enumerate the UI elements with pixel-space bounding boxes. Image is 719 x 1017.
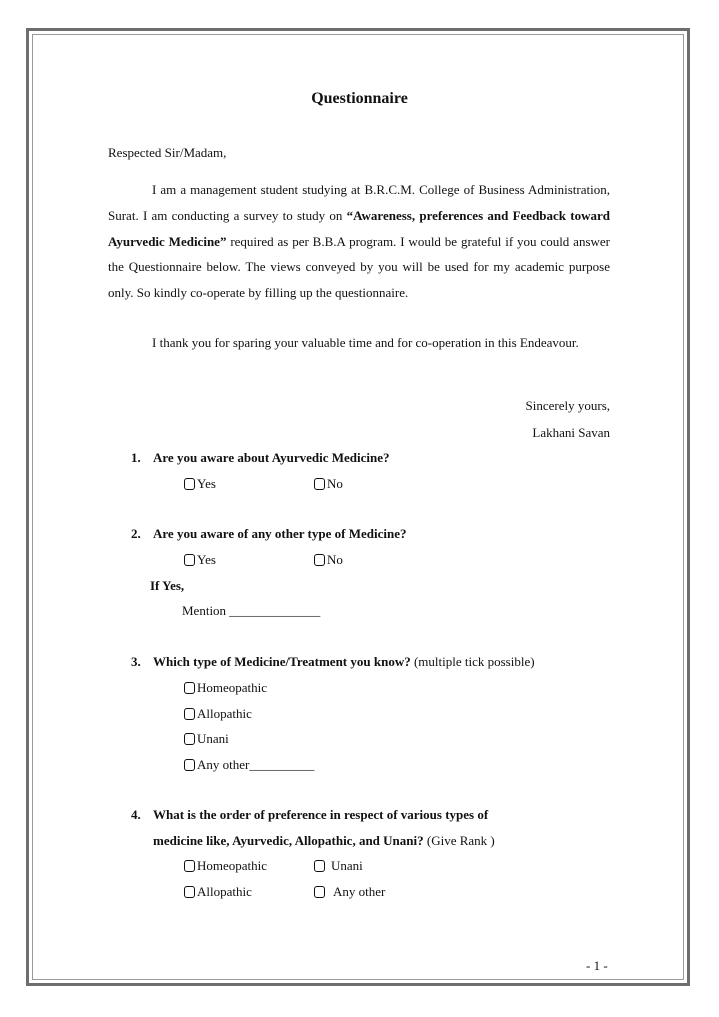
question-4-text-line2: medicine like, Ayurvedic, Allopathic, and Unani? bbox=[153, 833, 424, 848]
option-label: Any other bbox=[333, 884, 386, 899]
question-2-text: Are you aware of any other type of Medicine? bbox=[153, 526, 407, 541]
q3-option-allopathic[interactable] bbox=[184, 706, 252, 722]
if-yes-label: If Yes, bbox=[150, 578, 185, 593]
survey-topic: “Awareness, preferences and Feedback toward Ayurvedic Medicine” bbox=[108, 207, 610, 249]
option-label: Homeopathic bbox=[197, 858, 268, 873]
question-3-number: 3. bbox=[131, 654, 141, 669]
option-label: Allopathic bbox=[197, 884, 252, 899]
q4-option-any-other[interactable] bbox=[314, 884, 385, 900]
option-label: Yes bbox=[197, 476, 216, 491]
option-label: Homeopathic bbox=[197, 680, 268, 695]
author-name: Lakhani Savan bbox=[532, 425, 610, 440]
checkbox-icon[interactable] bbox=[314, 860, 325, 872]
option-label: No bbox=[327, 476, 343, 491]
checkbox-icon[interactable] bbox=[184, 478, 195, 490]
q3-option-homeopathic[interactable] bbox=[184, 680, 267, 696]
salutation: Respected Sir/Madam, bbox=[108, 145, 227, 160]
option-label: Yes bbox=[197, 552, 216, 567]
option-label: No bbox=[327, 552, 343, 567]
checkbox-icon[interactable] bbox=[184, 886, 195, 898]
question-2-number: 2. bbox=[131, 526, 141, 541]
checkbox-icon[interactable] bbox=[184, 759, 195, 771]
q2-option-no[interactable] bbox=[314, 552, 343, 568]
question-4-text-line1: What is the order of preference in respect of various types of bbox=[153, 807, 489, 822]
intro-text-2: required as per B.B.A program. I would be grateful if you could answer the Questionnaire below. The views conveyed by you will be used for my academic purpose only. So kindly co-operate by filling up the questionnaire. bbox=[108, 233, 611, 301]
question-1 bbox=[131, 450, 390, 466]
thanks-paragraph bbox=[108, 330, 610, 356]
q4-option-allopathic[interactable] bbox=[184, 884, 252, 900]
option-label: Allopathic bbox=[197, 706, 252, 721]
question-3-note: (multiple tick possible) bbox=[413, 654, 535, 669]
mention-field[interactable]: Mention ______________ bbox=[182, 603, 321, 618]
checkbox-icon[interactable] bbox=[184, 554, 195, 566]
q4-option-homeopathic[interactable] bbox=[184, 858, 267, 874]
page-number: - 1 - bbox=[586, 958, 608, 973]
checkbox-icon[interactable] bbox=[314, 886, 325, 898]
q1-option-no[interactable] bbox=[314, 476, 343, 492]
question-4 bbox=[131, 807, 488, 823]
sign-off: Sincerely yours, bbox=[525, 398, 610, 413]
q3-option-any-other[interactable] bbox=[184, 757, 314, 773]
q4-option-unani[interactable] bbox=[314, 858, 363, 874]
q3-option-unani[interactable] bbox=[184, 731, 229, 747]
question-4-line2 bbox=[153, 833, 495, 849]
intro-text-1: I am a management student studying at B.R.C.M. College of Business Administration, Surat. I am conducting a survey to study on bbox=[108, 182, 610, 223]
option-label: Unani bbox=[197, 731, 229, 746]
checkbox-icon[interactable] bbox=[184, 682, 195, 694]
question-2 bbox=[131, 526, 406, 542]
checkbox-icon[interactable] bbox=[184, 860, 195, 872]
checkbox-icon[interactable] bbox=[184, 733, 195, 745]
question-1-text: Are you aware about Ayurvedic Medicine? bbox=[153, 450, 390, 465]
question-4-note: (Give Rank ) bbox=[426, 833, 495, 848]
question-1-number: 1. bbox=[131, 450, 141, 465]
question-3 bbox=[131, 654, 535, 670]
checkbox-icon[interactable] bbox=[314, 478, 325, 490]
checkbox-icon[interactable] bbox=[184, 708, 195, 720]
page-title: Questionnaire bbox=[311, 90, 408, 107]
q1-option-yes[interactable] bbox=[184, 476, 216, 492]
question-3-text: Which type of Medicine/Treatment you know? bbox=[153, 654, 411, 669]
option-label: Any other__________ bbox=[197, 757, 315, 772]
option-label: Unani bbox=[331, 858, 363, 873]
question-4-number: 4. bbox=[131, 807, 141, 822]
thanks-text: I thank you for sparing your valuable time and for co-operation in this Endeavour. bbox=[152, 335, 579, 350]
intro-paragraph bbox=[108, 177, 610, 306]
q2-option-yes[interactable] bbox=[184, 552, 216, 568]
checkbox-icon[interactable] bbox=[314, 554, 325, 566]
